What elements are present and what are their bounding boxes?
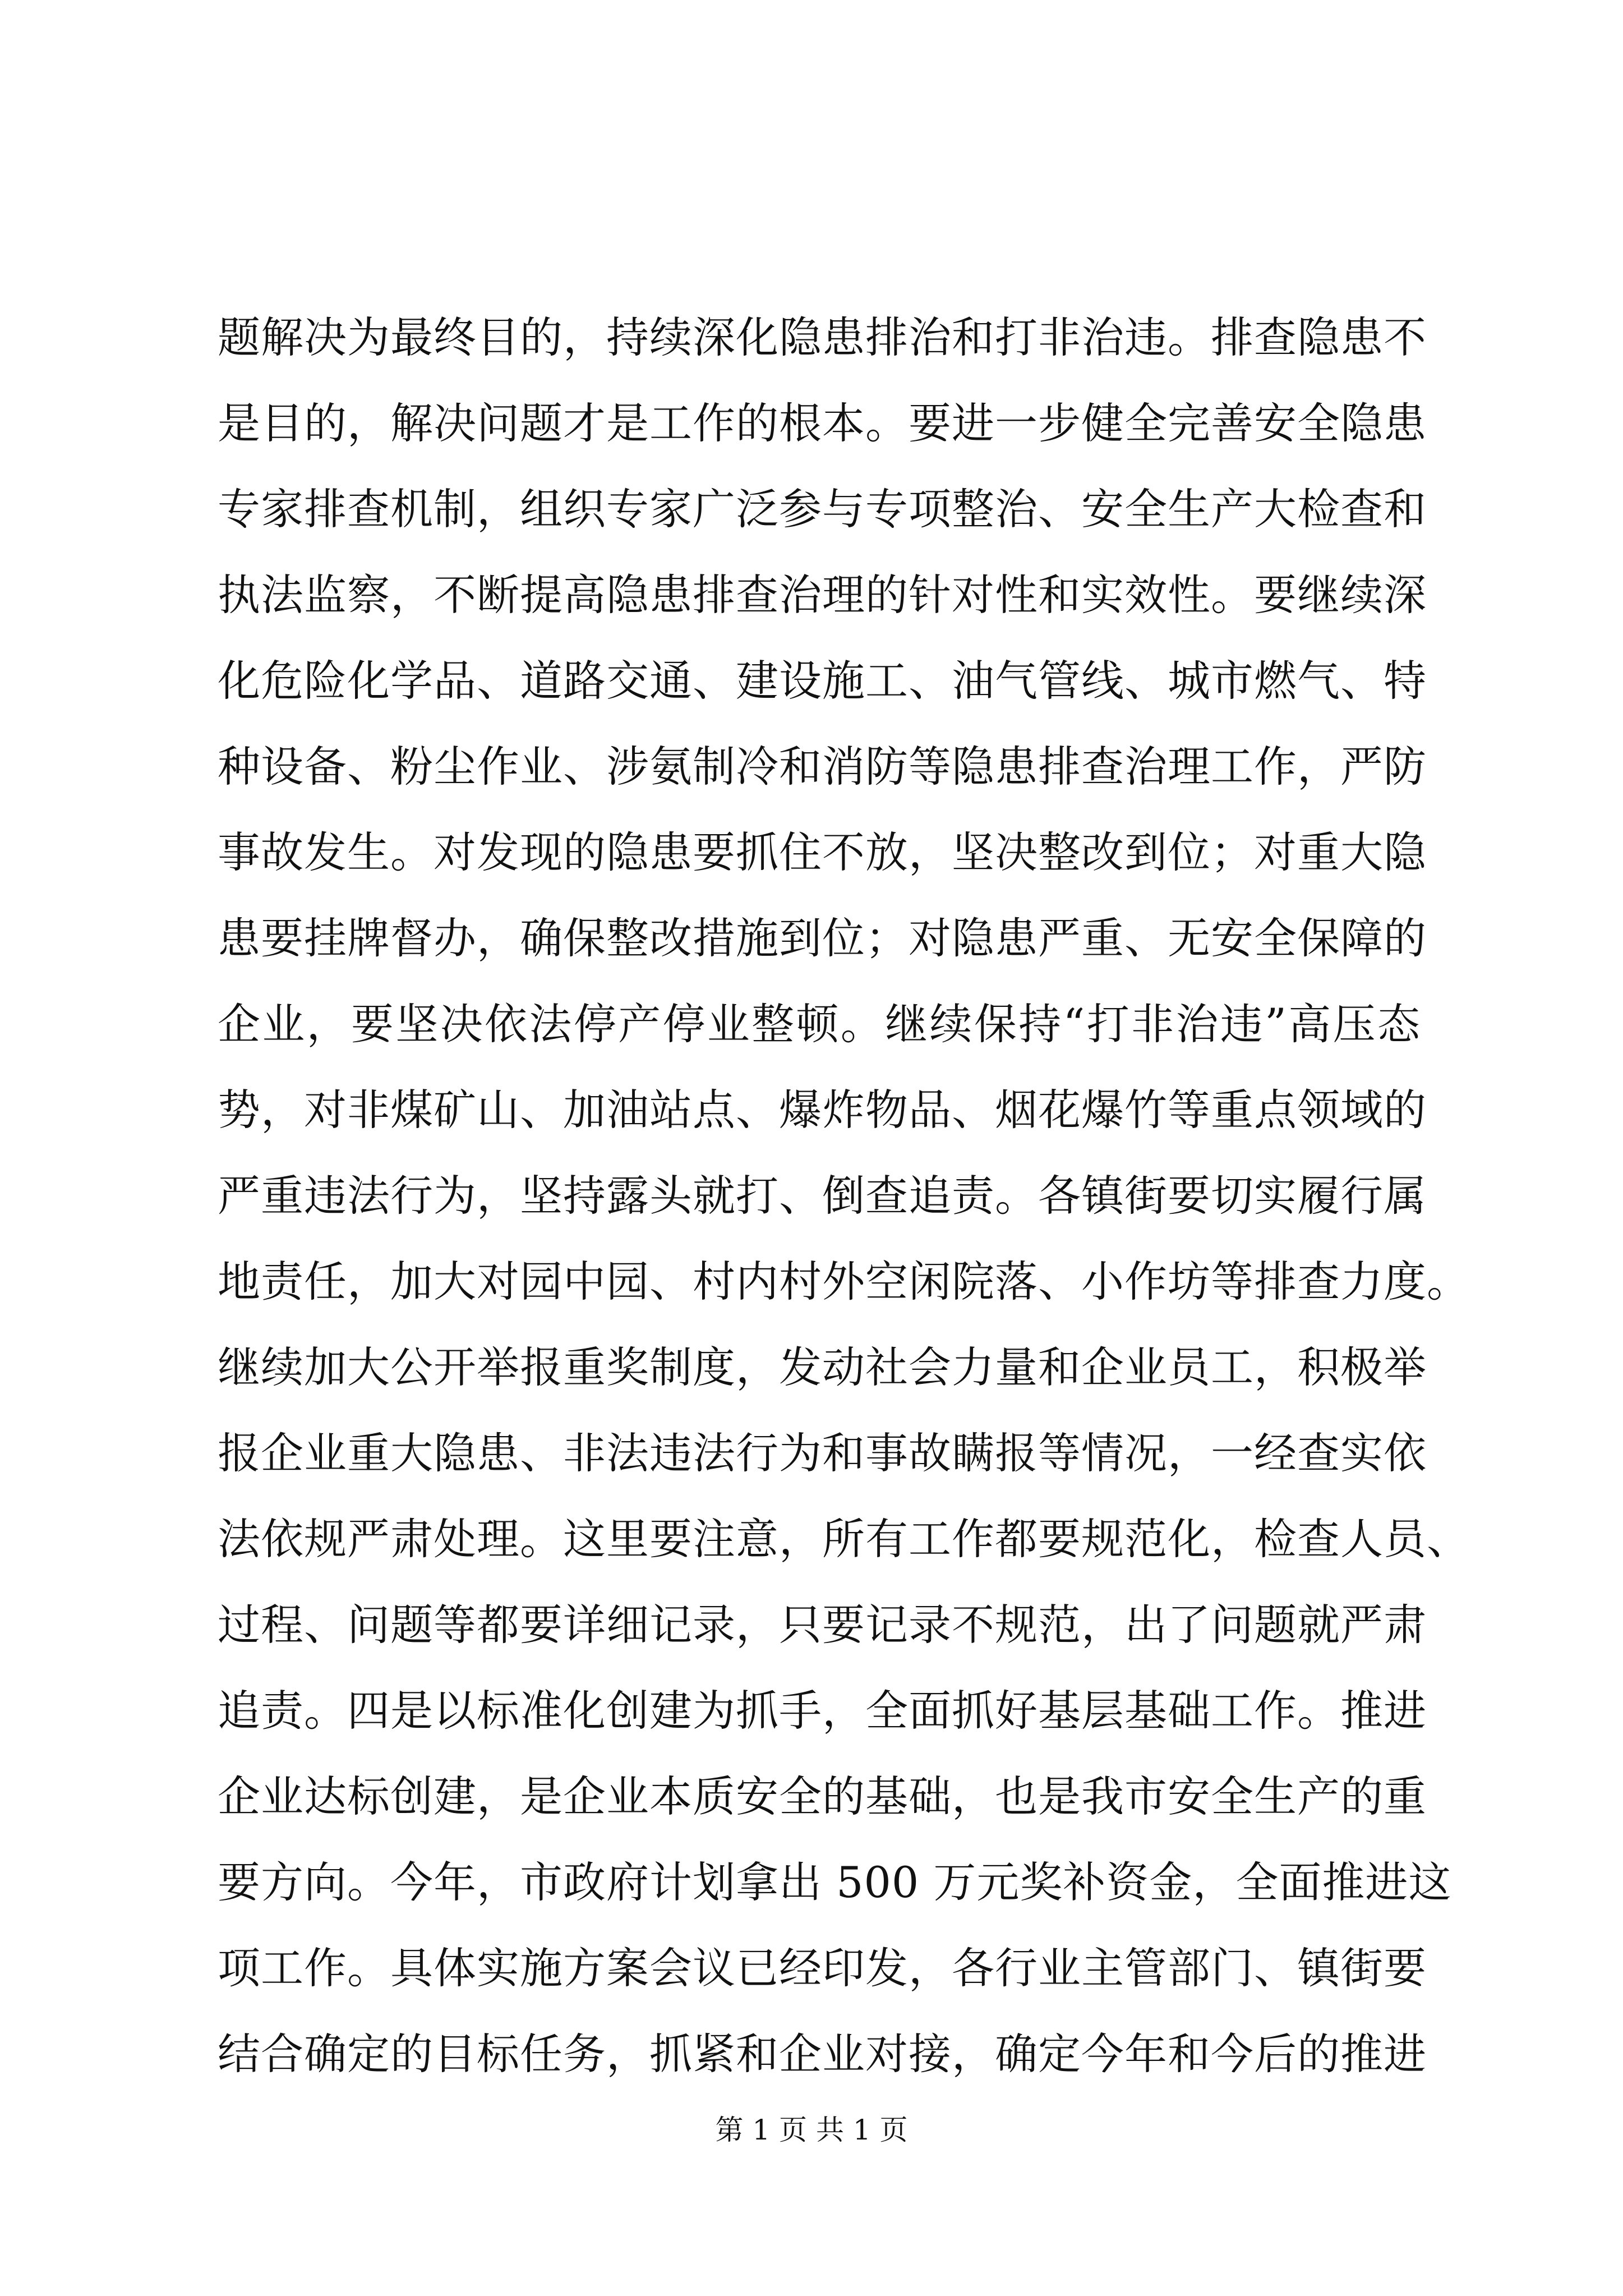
text-line: 势，对非煤矿山、加油站点、爆炸物品、烟花爆竹等重点领域的 — [218, 1085, 1427, 1135]
text-line: 执法监察，不断提高隐患排查治理的针对性和实效性。要继续深 — [218, 570, 1427, 620]
text-line: 法依规严肃处理。这里要注意，所有工作都要规范化，检查人员、 — [218, 1514, 1470, 1564]
body-text — [218, 307, 1470, 2110]
text-line: 要方向。今年，市政府计划拿出 500 万元奖补资金，全面推进这 — [218, 1857, 1452, 1907]
text-line: 地责任，加大对园中园、村内村外空闲院落、小作坊等排查力度。 — [218, 1257, 1470, 1306]
text-line: 企业达标创建，是企业本质安全的基础，也是我市安全生产的重 — [218, 1772, 1427, 1821]
text-line: 过程、问题等都要详细记录，只要记录不规范，出了问题就严肃 — [218, 1600, 1427, 1650]
text-line: 题解决为最终目的，持续深化隐患排治和打非治违。排查隐患不 — [218, 312, 1427, 362]
text-line: 患要挂牌督办，确保整改措施到位；对隐患严重、无安全保障的 — [218, 913, 1427, 963]
text-line: 是目的，解决问题才是工作的根本。要进一步健全完善安全隐患 — [218, 398, 1427, 448]
text-line: 追责。四是以标准化创建为抓手，全面抓好基层基础工作。推进 — [218, 1686, 1427, 1736]
text-line: 严重违法行为，坚持露头就打、倒查追责。各镇街要切实履行属 — [218, 1171, 1427, 1221]
text-line: 项工作。具体实施方案会议已经印发，各行业主管部门、镇街要 — [218, 1943, 1427, 1993]
text-line: 继续加大公开举报重奖制度，发动社会力量和企业员工，积极举 — [218, 1342, 1427, 1392]
text-line: 种设备、粉尘作业、涉氨制冷和消防等隐患排查治理工作，严防 — [218, 742, 1427, 792]
text-line: 企业，要坚决依法停产停业整顿。继续保持“打非治违”高压态 — [218, 999, 1421, 1049]
text-line: 结合确定的目标任务，抓紧和企业对接，确定今年和今后的推进 — [218, 2029, 1427, 2079]
text-line: 专家排查机制，组织专家广泛参与专项整治、安全生产大检查和 — [218, 484, 1427, 534]
text-line: 事故发生。对发现的隐患要抓住不放，坚决整改到位；对重大隐 — [218, 827, 1427, 877]
page-footer — [0, 2110, 1623, 2150]
text-line: 报企业重大隐患、非法违法行为和事故瞒报等情况，一经查实依 — [218, 1428, 1427, 1478]
text-line: 化危险化学品、道路交通、建设施工、油气管线、城市燃气、特 — [218, 656, 1427, 706]
page-number: 第 1 页 共 1 页 — [715, 2114, 908, 2146]
